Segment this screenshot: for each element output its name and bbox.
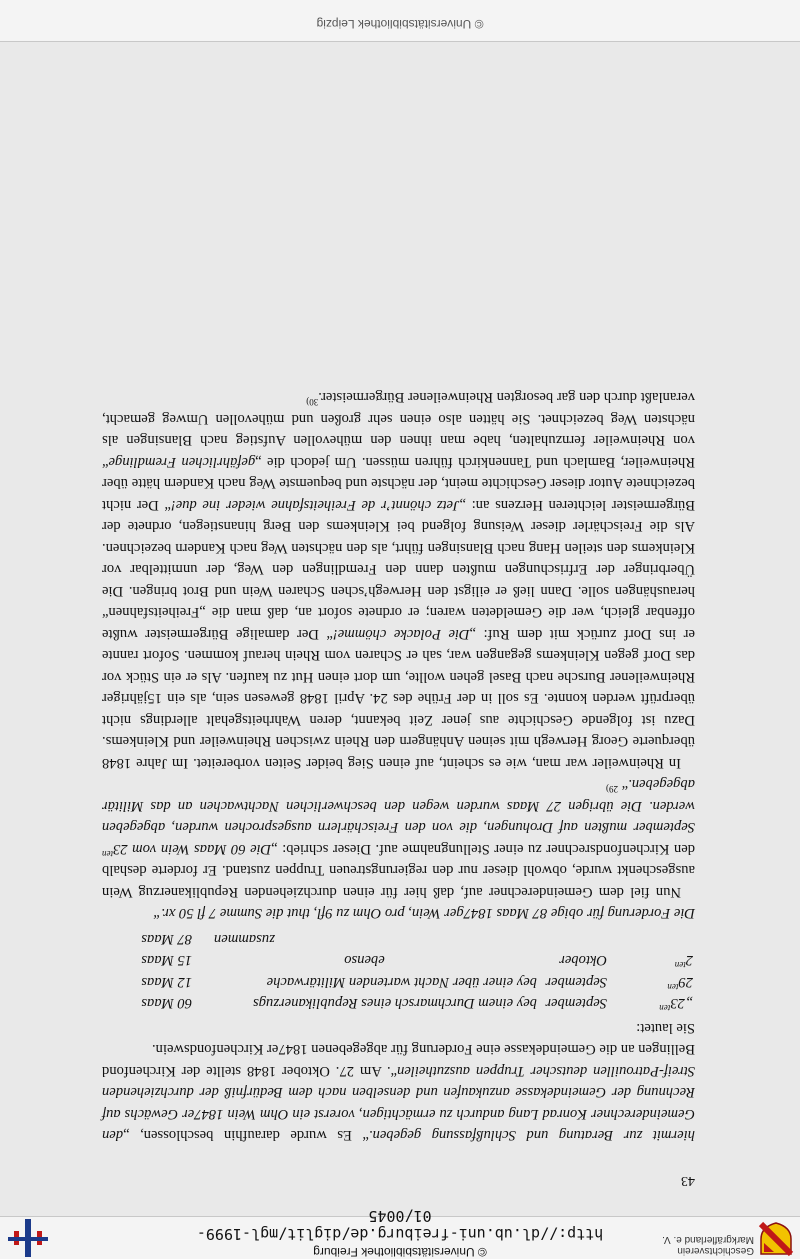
text-run: Nun fiel dem Gemeinderechner auf, daß hier für einen durchziehenden Republikanerzug Wein ausgeschenkt wurde, obwohl dieser nur den regierungstreuen Truppen zustand. Er forderte deshalb den Kirchenfondsrechner zu einer Stellungnahme auf. Dieser schrieb: „ <box>102 841 695 900</box>
row-month: Oktober <box>559 952 607 969</box>
table-row <box>102 971 695 993</box>
text-run: “. Am 27. Oktober 1848 stellte der Kirchenfond Bellingen an die Gemeindekasse eine Forderung für abgegebenen 1847er Kirchenfondswein. <box>102 1041 695 1079</box>
paragraph-1 <box>102 1038 695 1146</box>
paragraph-intro: Sie lautet: <box>636 1020 695 1036</box>
header-copyright: © Universitätsbibliothek Leipzig <box>316 17 484 31</box>
header-bar <box>0 0 800 42</box>
row-date: „23 <box>670 995 693 1012</box>
paragraph-3: Nun fiel dem Gemeinderechner auf, daß hier für einen durchziehenden Republikanerzug Wein ausgeschenkt wurde, obwohl dieser nur den regierungstreuen Truppen zustand. Er forderte deshalb den Kirchenfondsrechner zu einer Stellungnahme auf. Dieser schrieb: „Die 60 Maas Wein vom $23^{ten}$ September mußten auf Drohungen, die von den Freischärlern ausgesprochen wurden, abgegeben werden. Die übrigen 27 Maas wurden wegen den beschwerlichen Nachtwachen an das Militär abgegeben.“ $^{29)}$ <box>102 776 695 900</box>
table-row-total <box>102 928 695 950</box>
paragraph-2: Die Forderung für obige 87 Maas 1847ger Wein, pro Ohm zu 9fl, thut die Summe 7 fl 50 xr.“ <box>153 905 695 922</box>
table-row <box>102 949 695 971</box>
quote-f: Jetz chönnt’r de Freiheitsfahne wieder ine due! <box>170 497 460 513</box>
quote-a: hiermit zur Beratung und Schlußfassung gegeben. <box>368 1127 695 1144</box>
quote-g: gefährlichen Fremdlinge <box>108 454 256 470</box>
superscript: ten <box>102 848 113 859</box>
row-amount: 60 Maas <box>141 995 192 1012</box>
association-line-2: Markgräflerland e. V. <box>662 1234 754 1245</box>
quote-d: September mußten auf Drohungen, die von den Freischärlern ausgesprochen wurden, abgegeben werden. Die übrigen 27 Maas wurden wegen den beschwerlichen Nachtwachen an das Militär abgegeben. <box>102 776 695 836</box>
table-row <box>102 992 695 1014</box>
row-desc: bey einem Durchmarsch eines Republikanerzugs <box>253 995 537 1012</box>
quote-b: den Gemeinderechner Konrad Lang andurch zu ermächtigen, vorerst ein Ohm Wein 1847er Gewächs auf Rechnung der Gemeindekasse anzukaufen und denselben nach dem Bedürfniß der durchziehenden Streif-Patrouillen deutscher Truppen auszutheilen <box>102 1063 695 1144</box>
page-number: 43 <box>681 1173 695 1188</box>
row-date: 29 <box>678 974 693 990</box>
row-date-sup: ten <box>667 981 679 992</box>
row-date-sup: ten <box>674 960 686 971</box>
row-amount: 15 Maas <box>141 952 192 969</box>
association-name <box>662 1234 754 1256</box>
row-date-sup: ten <box>659 1003 671 1014</box>
copyright-text: © Universitätsbibliothek Freiburg <box>313 1245 487 1259</box>
footnote-ref: 30) <box>306 397 319 408</box>
library-logo-icon <box>8 1219 48 1257</box>
row-month: September <box>545 995 607 1012</box>
coat-of-arms-icon <box>758 1221 794 1257</box>
text-run: In Rheinweiler war man, wie es scheint, auf einen Sieg beider Seiten vorbereitet. Im Jahre 1848 überquerte Georg Herwegh mit seinen Anhängern den Rhein zwischen Rheinweiler und Kleinkems. Dazu ist folgende Geschichte aus jener Zeit bekannt, deren Wahrheitsgehalt allerdings nicht überprüft werden konnte. Es soll in der Frühe des 24. April 1848 gewesen sein, als ein 15jähriger Rheinweilener Bursche nach Basel gehen wollte, um dort einen Hut zu kaufen. Als er ein Stück vor das Dorf gegen Kleinkems gegangen war, sah er Scharen vom Rhein herauf kommen. Sofort rannte er ins Dorf zurück mit dem Ruf: „ <box>102 626 695 771</box>
text-run: “ Es wurde daraufhin beschlossen, „ <box>123 1127 369 1144</box>
text-run: “ von Rheinweiler fernzuhalten, habe man ihnen den mühevollen Aufstieg nach Blansingen als nächsten Weg bezeichnet. Sie hätten also einen sehr großen und mühevollen Umweg gemacht, veranlaßt durch den gar besorgten Rheinweilener Bürgermeister. <box>102 389 695 470</box>
paragraph-4 <box>102 386 695 773</box>
permalink-url[interactable]: http://dl.ub.uni-freiburg.de/diglit/mgl-1999-01/0045 <box>196 1207 604 1243</box>
row-amount: 12 Maas <box>141 974 192 990</box>
row-month: September <box>545 974 607 990</box>
row-desc: bey einer über Nacht wartenden Militärwache <box>266 974 537 990</box>
page-text <box>102 386 695 1191</box>
quote-e: Die Polacke chömme! <box>332 626 470 642</box>
row-date: 2 <box>685 952 693 969</box>
wine-table <box>102 928 695 1014</box>
row-desc: zusammen <box>214 931 275 947</box>
footer-bar <box>0 1207 800 1259</box>
quote-c: Die 60 Maas Wein vom 23 <box>113 841 272 857</box>
row-amount: 87 Maas <box>141 931 192 947</box>
text-run: “ Der damalige Bürgermeister wußte offenbar gleich, wer die Gemeldeten waren; er ordnete sofort an, daß man die „Freiheitsfahnen“ heraushängen solle. Dann ließ er eiligst den Herwegh’schen Scharen Wein und Brot bringen. Die Überbringer der Erfrischungen mußten dann den Fremdlingen den Weg, der unmittelbar vor Kleinkems den steilen Hang nach Blansingen führt, als den nächsten Weg nach Kandern bezeichnen. Als die Freischärler dieser Weisung folgend bei Kleinkems den Berg hinanstiegen, ordnete der Bürgermeister leichteren Herzens an: „ <box>102 497 695 642</box>
text-run: “ Der nicht bezeichnete Autor dieser Geschichte meint, der nächste und bequemste Weg nach Kandern hätte über Rheinweiler, Bamlach und Tannenkirch führen müssen. Um jedoch die „ <box>102 454 695 513</box>
association-line-1: Geschichtsverein <box>677 1245 754 1256</box>
row-desc: ebenso <box>344 952 385 969</box>
footnote-ref: 29) <box>605 784 618 795</box>
